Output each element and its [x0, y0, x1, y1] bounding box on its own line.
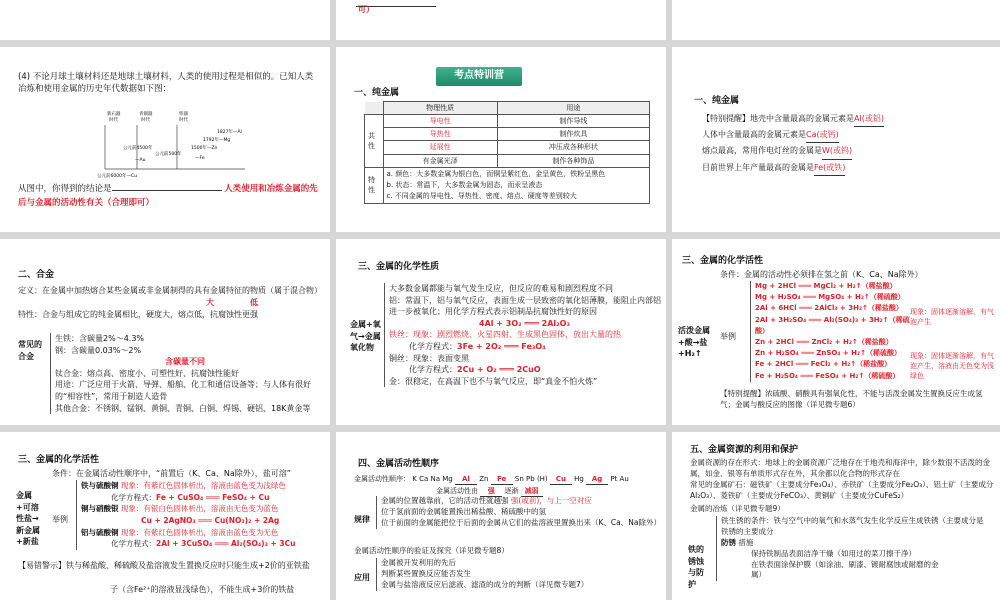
rust-content — [716, 516, 999, 581]
oxygen-reaction-label: 金属+氧气→金属氧化物 — [350, 320, 381, 353]
svg-text:新石器: 新石器 — [107, 112, 121, 117]
alloy-feature: 特性：合金与组成它的纯金属相比，硬度大，熔点低，抗腐蚀性更强 — [18, 310, 258, 319]
group-2-equation: Cu + 2AgNO₃ ═══ Cu(NO₃)₂ + 2Ag — [141, 515, 280, 525]
eq-fe-hcl: Fe + 2HCl ═══ FeCl₂ + H₂↑（稀盐酸） — [755, 360, 892, 369]
slide-top-left — [0, 0, 330, 40]
metal-ag: Ag — [586, 474, 608, 485]
metal-h: (H) — [536, 475, 548, 483]
slide-metal-resources — [672, 432, 1000, 600]
use-1: 制作炊具 — [497, 128, 649, 141]
eq-label-3: 化学方程式： — [111, 539, 156, 549]
line-copper: 铜丝：现象：表面变黑 — [389, 353, 469, 363]
rule-label: 规律 — [354, 515, 370, 524]
row-special: 特性 — [365, 167, 384, 204]
answer-partial: 可） — [358, 5, 374, 14]
oxygen-content — [384, 283, 666, 387]
use-0: 制作导线 — [497, 115, 649, 128]
svg-text:时代: 时代 — [179, 118, 188, 123]
section-title: 五、金属资源的利用和保护 — [690, 445, 799, 455]
measure-3: 属） — [751, 570, 766, 580]
eq-copper: 2Cu + O₂ ═══ 2CuO — [457, 365, 541, 375]
alloy-definition: 定义：在金属中加热熔合某些金属或非金属制得的具有金属特征的物质（属于混合物） — [18, 286, 322, 295]
section-title: 一、纯金属 — [694, 96, 740, 106]
salt-reaction-label: 金属+可溶性盐→新金属+新盐 — [16, 491, 40, 547]
svg-text:公元前4500年: 公元前4500年 — [123, 146, 153, 151]
metal-au: Au — [619, 475, 629, 483]
tip-line-4: 目前世界上年产量最高的金属是 — [702, 162, 814, 172]
metal-na: Na — [430, 475, 441, 483]
salt-tip: 【易错警示】铁与稀盐酸、稀硫酸及盐溶液发生置换反应时只能生成+2价的亚铁盐 — [18, 561, 310, 570]
slide-metal-acid — [672, 239, 1000, 425]
rule-2: 位于氢前面的金属能置换出稀盐酸、稀硫酸中的氢 — [381, 506, 546, 516]
phenomenon-1: 现象：固体逐渐溶解，有气泡产生 — [910, 308, 994, 327]
common-ores: 常见的金属矿石：磁铁矿（主要成分Fe₃O₄）、赤铁矿（主要成分Fe₂O₃）、铝土矿（主要成分Al₂O₃）、菱铁矿（主要成分FeCO₃）、黄铜矿（主要成分CuFeS₂） — [690, 480, 994, 500]
activity-series-row — [354, 474, 660, 485]
measure-2: 在铁表面涂保护膜（如涂油、刷漆、镀耐腐蚀或耐磨的金 — [751, 559, 939, 569]
answer-blank — [112, 181, 222, 191]
resource-existence: 金属资源的存在形式：地球上的金属资源广泛地存在于地壳和海洋中，除少数很不活泼的金属，如金、银等有单质形式存在外，其余都以化合物的形式存在 — [690, 458, 990, 478]
metal-cu: Cu — [550, 474, 572, 485]
measure-1: 保持铁制品表面洁净干燥（如用过的菜刀擦干净） — [751, 548, 916, 558]
common-alloys-label: 常见的合金 — [18, 340, 42, 361]
section-title: 四、金属活动性顺序 — [358, 459, 440, 469]
eq-al-hcl: 2Al + 6HCl ═══ 2AlCl₃ + 3H₂↑（稀盐酸） — [755, 304, 903, 313]
section-badge: 考点特训营 — [436, 67, 522, 86]
alloy-diff: 含碳量不同 — [165, 357, 205, 367]
svg-text:1827年—Al: 1827年—Al — [217, 130, 242, 135]
svg-text:铁器: 铁器 — [179, 112, 188, 117]
example-label: 举例 — [720, 332, 736, 341]
metal-pb: Pb — [526, 475, 535, 483]
rust-label: 铁的锈蚀与防护 — [688, 545, 704, 589]
app-1: 金属被开发利用的先后 — [381, 558, 456, 567]
tip-line-2: 人体中含量最高的金属元素是 — [702, 130, 806, 140]
group-2-label: 铜与硝酸银 — [81, 504, 119, 514]
svg-text:1792年—Mg: 1792年—Mg — [203, 138, 231, 143]
section-title: 一、纯金属 — [354, 88, 400, 98]
metal-ca: Ca — [419, 475, 429, 483]
slide-pure-metal-tip — [672, 47, 1000, 232]
rust-condition: 铁生锈的条件：铁与空气中的氧气和水蒸气发生化学反应生成铁锈（主要成分是 — [721, 516, 984, 525]
alloy-list — [50, 333, 325, 414]
tip-line-3: 熔点最高，常用作电灯丝的金属是 — [702, 146, 822, 156]
tip-answer-4: Fe(或铁) — [814, 160, 845, 176]
acid-reaction-label: 活泼金属+酸→盐+H₂↑ — [678, 326, 710, 359]
app-3: 金属与盐溶液反应后滤液、滤渣的成分的判断（详见微专题7） — [381, 579, 589, 589]
example-label: 举例 — [52, 515, 68, 524]
group-3-phenomenon: 现象：有紫红色固体析出，溶液由蓝色变为无色 — [120, 527, 279, 537]
properties-table — [364, 101, 650, 204]
applications — [376, 558, 665, 591]
question-text: (4) 不论月球土壤材料还是地球土壤材料，人类的使用过程是相似的。已知人类冶炼和使用金属的历史年代数据如下图： — [18, 72, 314, 95]
alloy-item-use: 用途：广泛应用于火箭、导弹、船舶、化工和通信设备等；与人体有很好的“相容性”，常用于制造人造骨 — [55, 380, 311, 401]
tip-answer-2: Ca(或钙) — [806, 127, 839, 143]
eq-mg-h2so4: Mg + H₂SO₄ ═══ MgSO₄ + H₂↑（稀硫酸） — [755, 293, 905, 302]
eq-zn-hcl: Zn + 2HCl ═══ ZnCl₂ + H₂↑（稀盐酸） — [755, 337, 893, 346]
metal-al: Al — [455, 474, 477, 485]
answer-block — [18, 181, 318, 211]
app-2: 判断某些置换反应能否发生 — [381, 568, 471, 578]
tip-answer-3: W(或钨) — [822, 143, 852, 159]
smelting-link: 金属的冶炼（详见微专题9） — [690, 504, 785, 513]
metal-hg: Hg — [574, 475, 584, 483]
svg-text:公元前500年: 公元前500年 — [155, 152, 182, 157]
metal-zn: Zn — [479, 475, 489, 483]
verification-link: 金属活动性顺序的验证及探究（详见微专题8） — [354, 546, 509, 555]
line-general: 大多数金属都能与氧气发生反应，但反应的难易和剧烈程度不同 — [389, 284, 613, 293]
svg-text:公元前6000年—Cu: 公元前6000年—Cu — [97, 174, 137, 179]
tip-block — [702, 111, 992, 176]
slide-metal-salt — [0, 432, 330, 600]
svg-text:青铜器: 青铜器 — [139, 112, 153, 117]
alloy-item-other: 其他合金：不锈钢、锰钢、黄铜、青铜、白铜、焊锡、硬铝、18K黄金等 — [55, 403, 311, 413]
history-timeline-figure — [95, 105, 255, 183]
special-c: c. 不同金属的导电性、导热性、密度、熔点、硬度等差别较大 — [386, 192, 577, 201]
answer-text: 人类使用和冶炼金属的先后与金属的活动性有关（合理即可） — [18, 184, 318, 209]
salt-condition: 条件：在金属活动性顺序中，“前置后（K、Ca、Na除外），盐可溶” — [52, 469, 291, 478]
metal-k: K — [412, 475, 417, 483]
slide-pure-metal-table — [336, 47, 666, 232]
red-low: 低 — [250, 298, 258, 307]
metal-mg: Mg — [442, 475, 453, 483]
prop-1: 导热性 — [429, 130, 451, 139]
tip-answer-1: Al(或铝) — [854, 111, 884, 127]
group-3-equation: 2Al + 3CuSO₄ ═══ Al₂(SO₄)₃ + 3Cu — [156, 539, 296, 549]
section-title: 三、金属的化学活性 — [682, 256, 764, 266]
use-2: 冲压成各种形状 — [497, 141, 649, 154]
svg-text:时代: 时代 — [109, 118, 118, 123]
svg-text:时代: 时代 — [141, 118, 150, 123]
special-a: a. 颜色：大多数金属为银白色，而铜呈紫红色，金呈黄色，铁粉呈黑色 — [386, 169, 606, 178]
rust-component: 铁锈的主要成分 — [721, 526, 774, 536]
slide-question-timeline — [0, 47, 330, 232]
eq-mg-hcl: Mg + 2HCl ═══ MgCl₂ + H₂↑（稀盐酸） — [755, 282, 897, 290]
th-property: 物理性质 — [383, 102, 497, 115]
acid-tip: 【特别提醒】浓硫酸、硝酸具有强氧化性，不能与活泼金属发生置换反应生成氢气；金属与酸反应的图像（详见微专题6） — [720, 389, 983, 409]
svg-text:—Fe: —Fe — [195, 156, 205, 161]
prop-2: 延展性 — [429, 143, 451, 152]
salt-examples — [76, 480, 330, 550]
alloy-item-titanium: 钛合金：熔点高、密度小、可塑性好、抗腐蚀性能好 — [55, 368, 239, 378]
acid-equations — [750, 281, 915, 382]
metal-fe: Fe — [491, 474, 513, 485]
alloy-item-pig-iron: 生铁：含碳量2%～4.3% — [55, 334, 145, 343]
salt-tip-2: 子（含Fe²⁺的溶液显浅绿色），不能生成+3价的铁盐 — [110, 585, 295, 594]
measures-label: 措施 — [738, 537, 754, 547]
rule-3: 位于前面的金属能把位于后面的金属从它们的盐溶液里置换出来（K、Ca、Na除外） — [381, 517, 661, 527]
line-iron: 铁丝：现象：剧烈燃烧、火星四射、生成黑色固体，放出大量的热 — [389, 330, 621, 340]
answer-lead: 从图中，你得到的结论是 — [18, 184, 112, 194]
section-title: 三、金属的化学性质 — [358, 262, 440, 272]
slide-top-middle — [336, 0, 666, 40]
th-use: 用途 — [497, 102, 649, 115]
prop-0: 导电性 — [429, 117, 451, 126]
group-1-label: 铁与硫酸铜 — [81, 481, 119, 490]
slide-alloy — [0, 239, 330, 425]
line-aluminum: 铝：常温下，铝与氧气反应，表面生成一层致密的氧化铝薄膜，能阻止内部铝进一步被氧化；用化学方程式表示铝制品抗腐蚀性好的原因 — [389, 295, 661, 317]
group-1-equation: Fe + CuSO₄ ═══ FeSO₄ + Cu — [156, 492, 270, 502]
row-common: 共性 — [365, 115, 384, 168]
slide-activity-series — [336, 432, 666, 600]
acid-condition: 条件：金属的活动性必须排在氢之前（K、Ca、Na除外） — [720, 270, 923, 279]
application-label: 应用 — [354, 573, 370, 582]
rust-prevention-label: 防锈 — [721, 537, 736, 547]
red-big: 大 — [206, 298, 214, 307]
group-1-phenomenon: 现象：有紫红色固体析出，溶液由蓝色变为浅绿色 — [120, 481, 286, 490]
svg-text:1500年—Zn: 1500年—Zn — [191, 146, 218, 151]
eq-zn-h2so4: Zn + H₂SO₄ ═══ ZnSO₄ + H₂↑（稀硫酸） — [755, 349, 901, 358]
eq-fe-h2so4: Fe + H₂SO₄ ═══ FeSO₄ + H₂↑（稀硫酸） — [755, 371, 900, 380]
eq-iron: 3Fe + 2O₂ ═══ Fe₃O₄ — [457, 341, 546, 351]
use-3: 制作各种饰品 — [497, 154, 649, 167]
group-2-phenomenon: 现象：有银白色固体析出，溶液由无色变为蓝色 — [120, 504, 279, 514]
tip-line-1: 【特别提醒】地壳中含量最高的金属元素是 — [702, 114, 854, 123]
activity-trend: 金属活动性由 强 逐渐 减弱 — [436, 486, 543, 497]
eq-label-iron: 化学方程式： — [409, 341, 457, 351]
section-title: 三、金属的化学活性 — [18, 455, 100, 465]
series-lead: 金属活动性顺序： — [354, 475, 410, 483]
rules — [376, 496, 665, 529]
phenomenon-2: 现象：固体逐渐溶解，有气泡产生，溶液由无色变为浅绿色 — [910, 352, 994, 381]
rule-1-note: 强(或前)，与上一空对应 — [510, 496, 592, 505]
slide-chem-oxygen — [336, 239, 666, 425]
rule-1: 金属的位置越靠前，它的活动性就越强 — [381, 496, 509, 505]
eq-al-h2so4: 2Al + 3H₂SO₄ ═══ Al₂(SO₄)₃ + 3H₂↑（稀硫酸） — [755, 315, 910, 335]
special-b: b. 状态：常温下，大多数金属为固态，而汞呈液态 — [386, 180, 543, 189]
group-3-label: 铝与硫酸铜 — [81, 527, 119, 537]
metal-pt: Pt — [610, 475, 618, 483]
alloy-item-steel: 钢：含碳量0.03%～2% — [55, 345, 142, 355]
metal-sn: Sn — [514, 475, 524, 483]
eq-aluminum: 4Al + 3O₂ ═══ 2Al₂O₃ — [479, 318, 570, 328]
svg-text:—Au: —Au — [135, 158, 146, 163]
eq-label-copper: 化学方程式： — [409, 365, 457, 375]
line-gold: 金：很稳定，在高温下也不与氧气反应，即“真金不怕火炼” — [389, 376, 598, 386]
prop-3: 有金属光泽 — [383, 154, 497, 167]
eq-label-1: 化学方程式： — [111, 492, 156, 502]
section-title: 二、合金 — [18, 270, 55, 280]
slide-top-right — [672, 0, 1000, 40]
